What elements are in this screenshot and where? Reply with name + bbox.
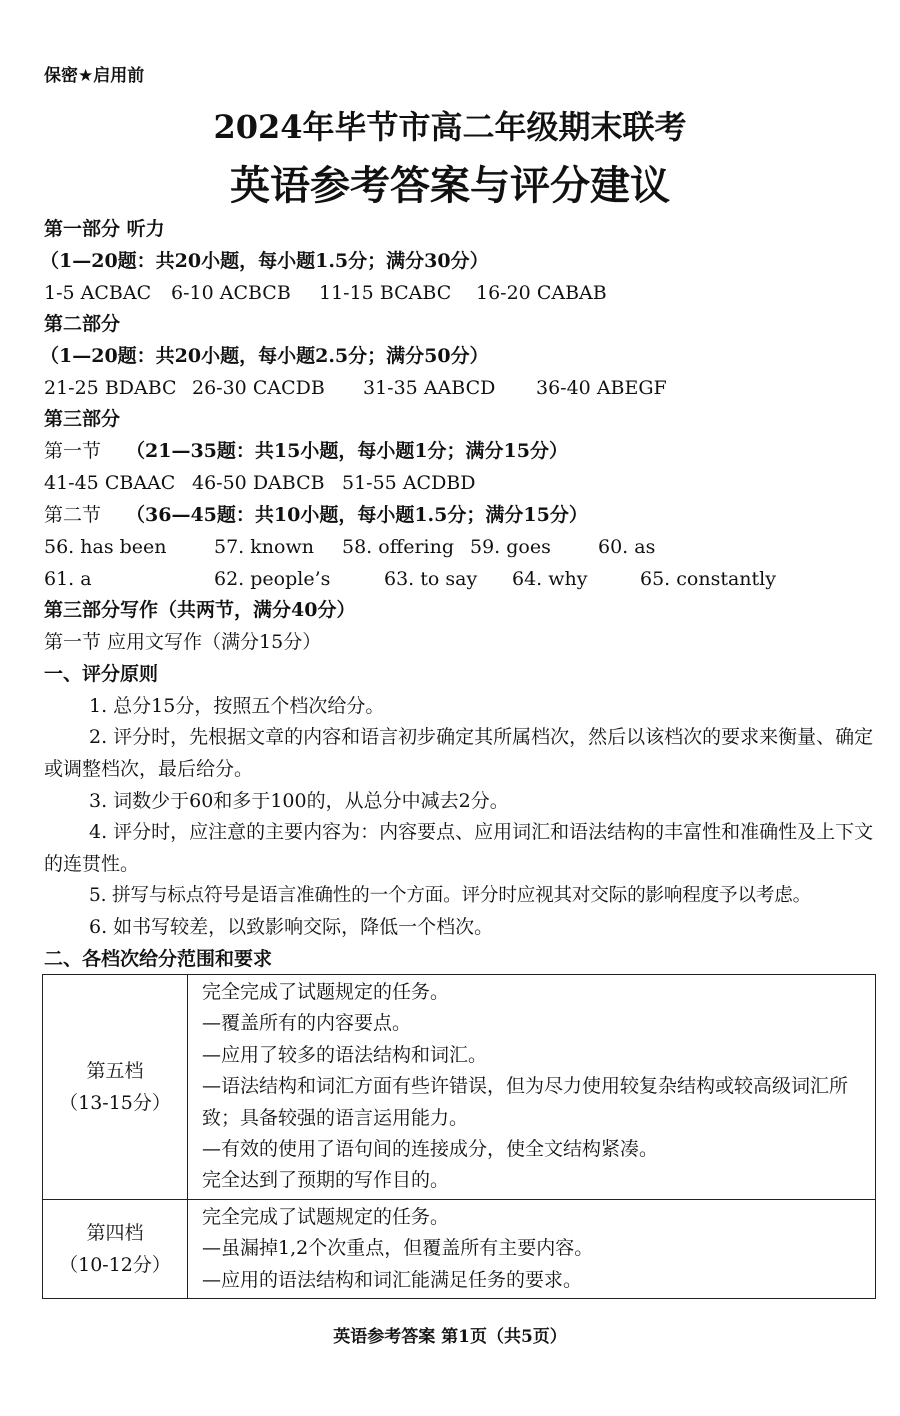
answer-group: 41-45 CBAAC <box>44 472 176 494</box>
answer-group: 36-40 ABEGF <box>536 377 667 399</box>
part3-section2-note: （36—45题：共10小题，每小题1.5分；满分15分） <box>126 504 588 526</box>
part1-note: （1—20题：共20小题，每小题1.5分；满分30分） <box>40 250 489 272</box>
confidential-mark: 保密★启用前 <box>44 66 145 86</box>
answer-group: 11-15 BCABC <box>319 282 452 304</box>
grade-line: 完全完成了试题规定的任务。 <box>202 1205 450 1228</box>
part3-heading: 第三部分 <box>44 408 121 430</box>
grade-line: 完全完成了试题规定的任务。 <box>202 981 450 1003</box>
answer-item: 62. people’s <box>214 568 331 590</box>
part1-answers <box>44 277 874 309</box>
answer-item: 61. a <box>44 568 92 590</box>
answer-item: 65. constantly <box>640 568 776 590</box>
principles-heading: 一、评分原则 <box>44 663 159 685</box>
grades-heading: 二、各档次给分范围和要求 <box>44 948 273 970</box>
answer-item: 58. offering <box>342 536 454 558</box>
part3-section2-answers-row2 <box>44 563 874 595</box>
grade-line: —应用了较多的语法结构和词汇。 <box>202 1043 488 1066</box>
grade-level-cell <box>43 1199 188 1298</box>
principle-item: 4. 评分时，应注意的主要内容为：内容要点、应用词汇和语法结构的丰富性和准确性及上下文的连贯性。 <box>44 821 874 875</box>
grade-line: —语法结构和词汇方面有些许错误，但为尽力使用较复杂结构或较高级词汇所致；具备较强的语言运用能力。 <box>202 1075 849 1129</box>
answer-group: 26-30 CACDB <box>192 377 325 399</box>
part3-section1-label: 第一节 <box>44 440 102 462</box>
principle-item: 5. 拼写与标点符号是语言准确性的一个方面。评分时应视其对交际的影响程度予以考虑。 <box>89 885 812 906</box>
table-row <box>43 1199 876 1298</box>
grade-level-cell <box>43 975 188 1200</box>
answer-item: 57. known <box>214 536 314 558</box>
grade-line: 完全达到了预期的写作目的。 <box>202 1169 450 1192</box>
grade-level: 第五档 <box>86 1059 144 1082</box>
principle-item: 1. 总分15分，按照五个档次给分。 <box>89 695 385 717</box>
page-footer: 英语参考答案 第1页（共5页） <box>333 1327 567 1347</box>
part2-note: （1—20题：共20小题，每小题2.5分；满分50分） <box>40 345 489 367</box>
part1-heading: 第一部分 听力 <box>44 218 165 240</box>
grade-line: —虽漏掉1,2个次重点，但覆盖所有主要内容。 <box>202 1237 594 1260</box>
exam-title: 2024年毕节市高二年级期末联考 <box>213 108 687 146</box>
part3-section1-note: （21—35题：共15小题，每小题1分；满分15分） <box>126 440 568 462</box>
answer-group: 51-55 ACDBD <box>342 472 476 494</box>
principle-item: 6. 如书写较差，以致影响交际，降低一个档次。 <box>89 916 494 938</box>
part2-heading: 第二部分 <box>44 313 121 335</box>
answer-item: 59. goes <box>470 536 551 558</box>
grade-range: （13-15分） <box>59 1091 171 1114</box>
grade-range: （10-12分） <box>59 1253 171 1276</box>
grade-description-cell <box>188 1199 876 1298</box>
part2-answers <box>44 372 874 404</box>
grade-line: —应用的语法结构和词汇能满足任务的要求。 <box>202 1268 583 1291</box>
grade-line: —覆盖所有的内容要点。 <box>202 1012 412 1035</box>
answer-group: 21-25 BDABC <box>44 377 177 399</box>
grade-description-cell <box>188 975 876 1200</box>
part3-section2-label: 第二节 <box>44 504 102 526</box>
grading-table <box>42 974 876 1299</box>
answer-group: 1-5 ACBAC <box>44 282 152 304</box>
answer-group: 6-10 ACBCB <box>171 282 291 304</box>
answer-group: 16-20 CABAB <box>476 282 607 304</box>
document-title: 英语参考答案与评分建议 <box>230 163 670 209</box>
table-row <box>43 975 876 1200</box>
principle-item: 2. 评分时，先根据文章的内容和语言初步确定其所属档次，然后以该档次的要求来衡量、确定或调整档次，最后给分。 <box>44 726 874 780</box>
writing-heading: 第三部分写作（共两节，满分40分） <box>44 599 356 621</box>
principle-item: 3. 词数少于60和多于100的，从总分中减去2分。 <box>89 790 509 812</box>
grade-line: —有效的使用了语句间的连接成分，使全文结构紧凑。 <box>202 1138 659 1161</box>
part3-section1-answers <box>44 467 874 499</box>
answer-item: 63. to say <box>384 568 478 590</box>
writing-section1: 第一节 应用文写作（满分15分） <box>44 631 322 653</box>
part3-section2-answers-row1 <box>44 531 874 563</box>
answer-group: 31-35 AABCD <box>363 377 496 399</box>
answer-item: 60. as <box>598 536 656 558</box>
answer-group: 46-50 DABCB <box>192 472 325 494</box>
answer-item: 64. why <box>512 568 588 590</box>
grade-level: 第四档 <box>86 1221 144 1244</box>
answer-item: 56. has been <box>44 536 167 558</box>
